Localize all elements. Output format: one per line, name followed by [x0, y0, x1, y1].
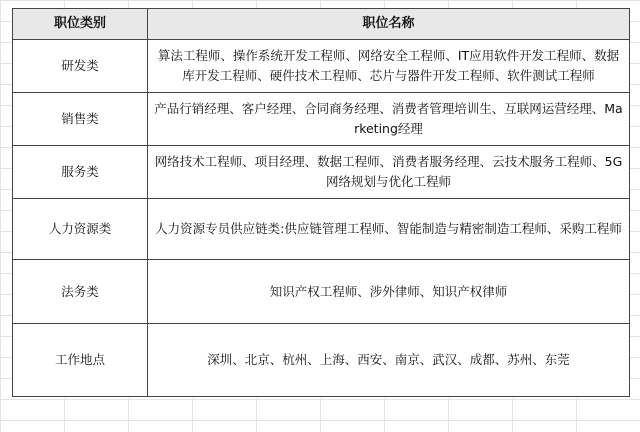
positions-cell: 知识产权工程师、涉外律师、知识产权律师	[148, 260, 630, 324]
header-category: 职位类别	[13, 9, 148, 40]
positions-cell: 算法工程师、操作系统开发工程师、网络安全工程师、IT应用软件开发工程师、数据库开发工程师、硬件技术工程师、芯片与器件开发工程师、软件测试工程师	[148, 40, 630, 93]
table-header-row	[13, 9, 630, 40]
category-cell: 销售类	[13, 93, 148, 146]
category-cell: 服务类	[13, 146, 148, 199]
category-cell: 工作地点	[13, 324, 148, 397]
table-row	[13, 93, 630, 146]
category-cell: 法务类	[13, 260, 148, 324]
category-cell: 研发类	[13, 40, 148, 93]
header-positions: 职位名称	[148, 9, 630, 40]
positions-cell: 深圳、北京、杭州、上海、西安、南京、武汉、成都、苏州、东莞	[148, 324, 630, 397]
table-row	[13, 40, 630, 93]
category-cell: 人力资源类	[13, 199, 148, 260]
table-row	[13, 199, 630, 260]
table-row	[13, 324, 630, 397]
job-table-container	[12, 8, 630, 398]
positions-cell: 产品行销经理、客户经理、合同商务经理、消费者管理培训生、互联网运营经理、Marketing经理	[148, 93, 630, 146]
table-row	[13, 260, 630, 324]
positions-cell: 人力资源专员供应链类:供应链管理工程师、智能制造与精密制造工程师、采购工程师	[148, 199, 630, 260]
table-row	[13, 146, 630, 199]
job-table	[12, 8, 630, 397]
positions-cell: 网络技术工程师、项目经理、数据工程师、消费者服务经理、云技术服务工程师、5G网络规划与优化工程师	[148, 146, 630, 199]
